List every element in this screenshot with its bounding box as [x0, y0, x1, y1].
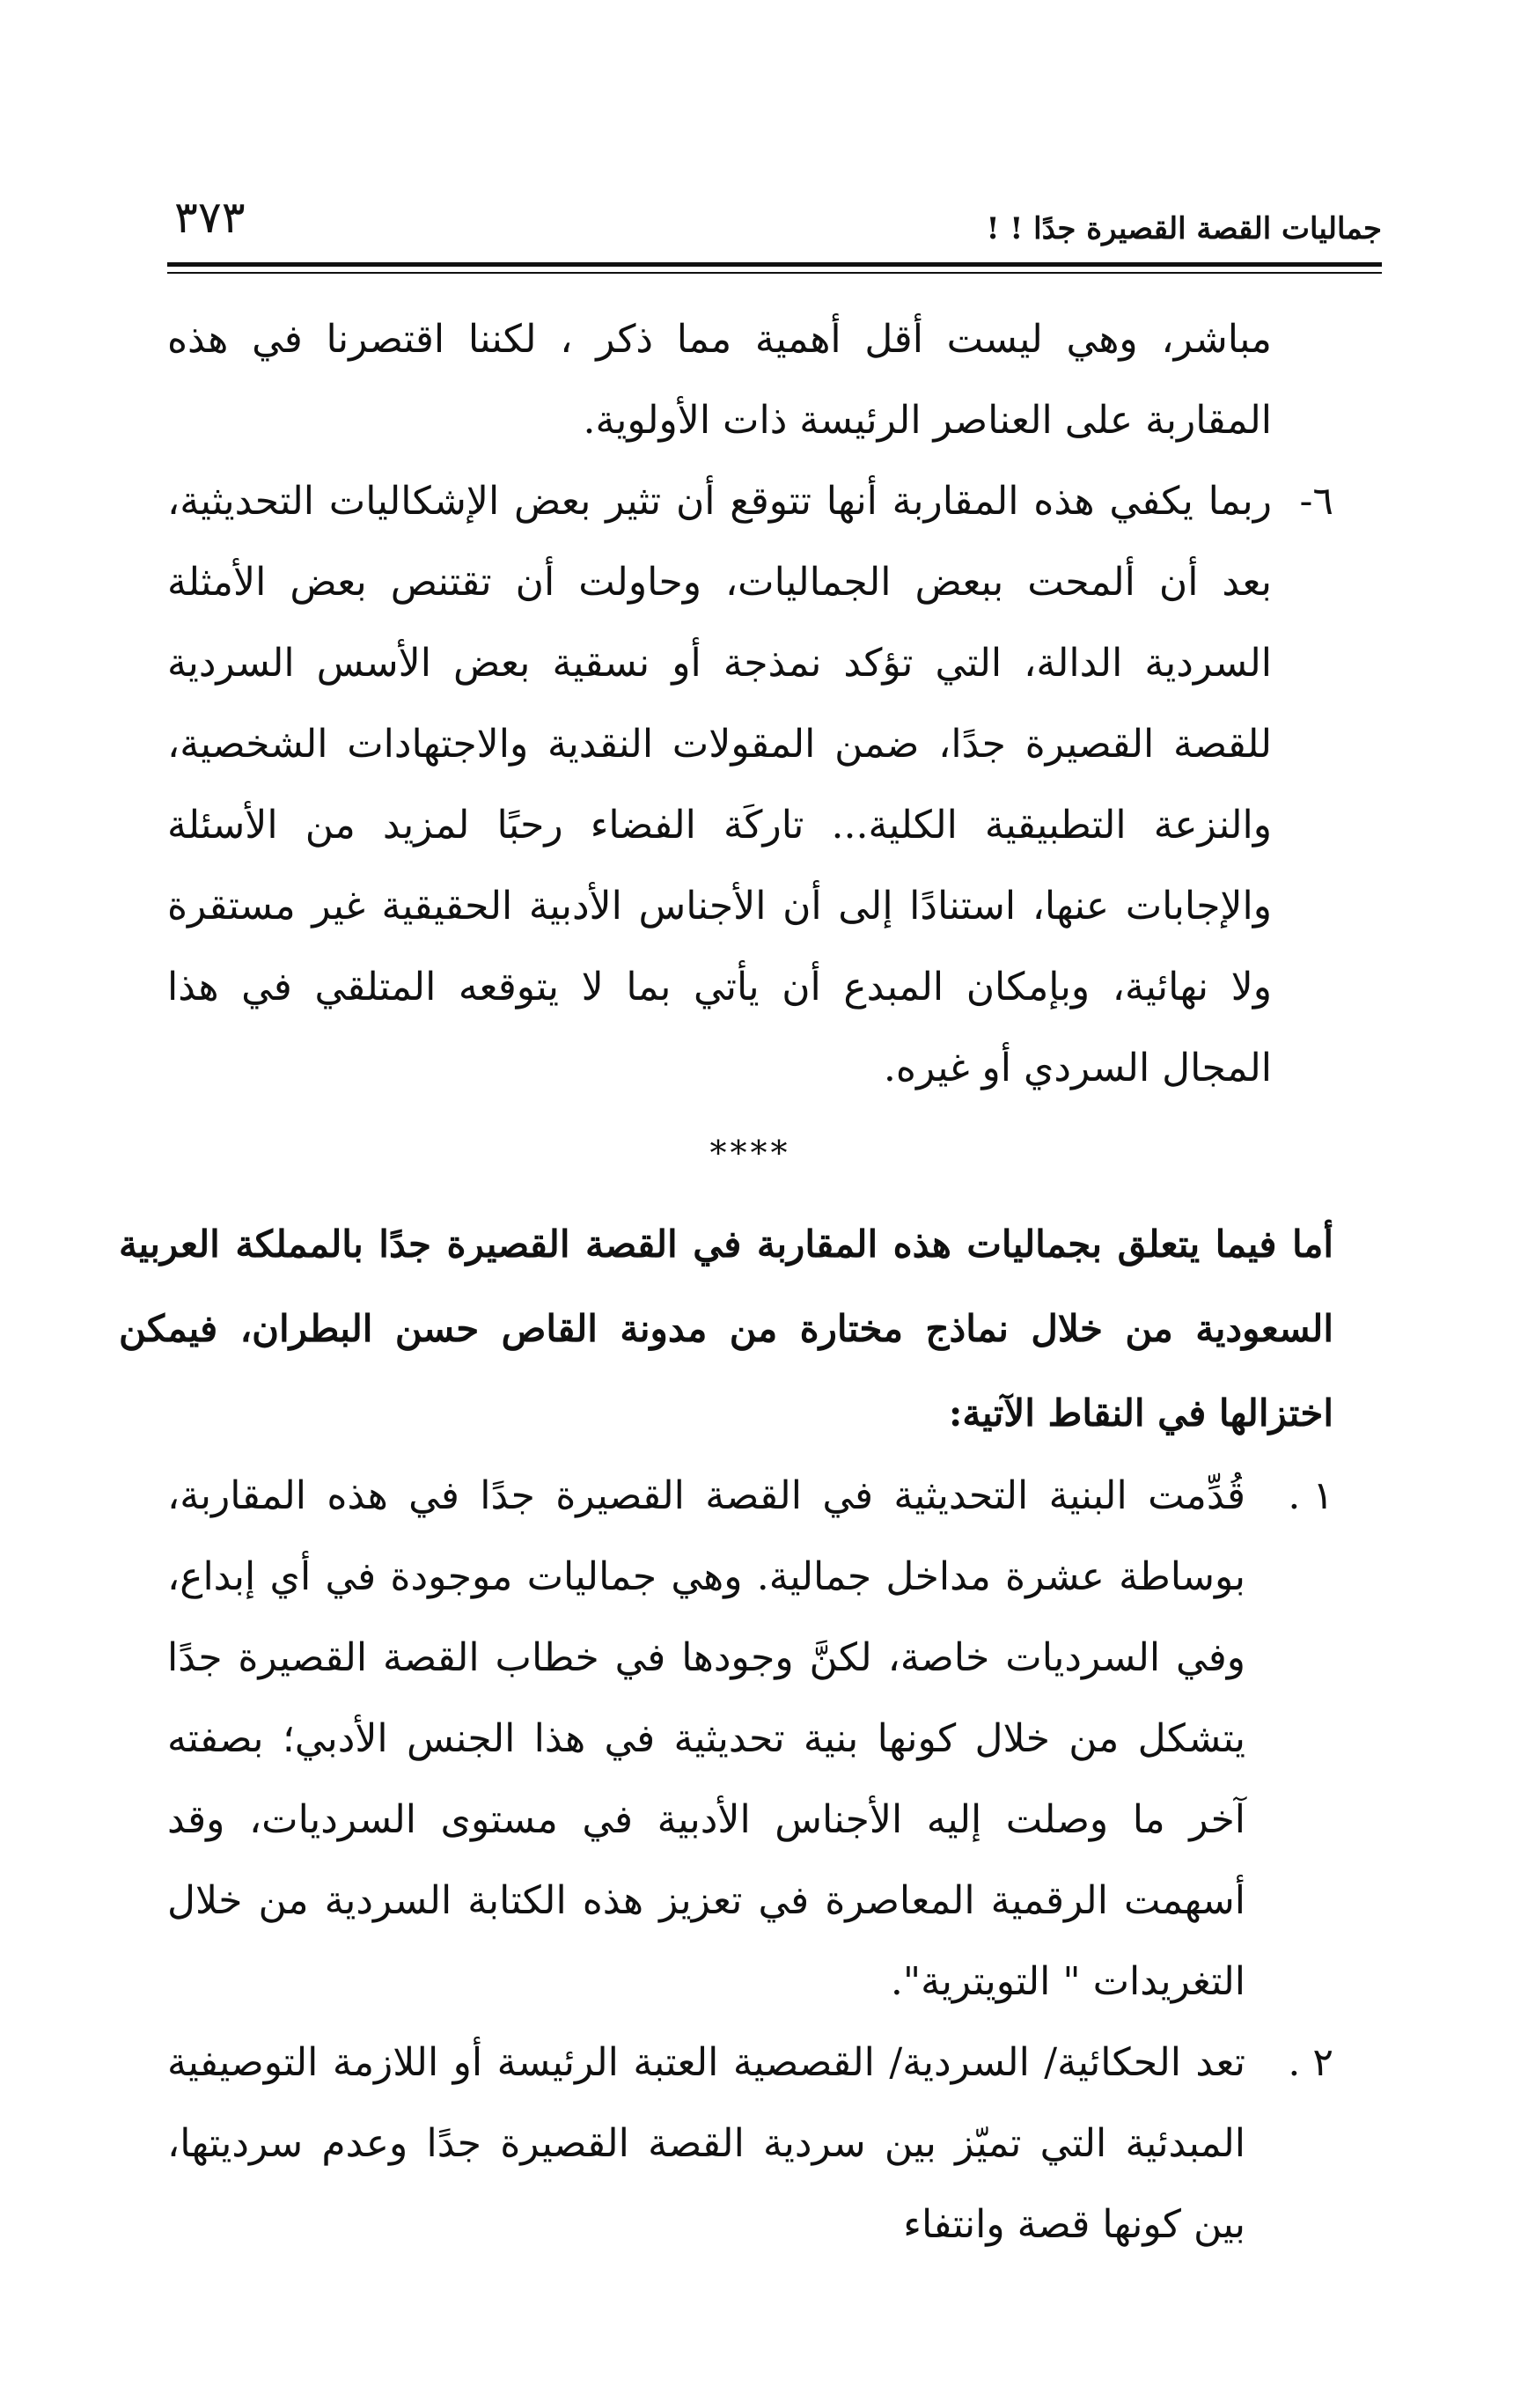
item-6-marker: ٦-: [1299, 479, 1333, 524]
header-rule-thin: [167, 272, 1382, 274]
point-2-text: تعد الحكائية/ السردية/ القصصية العتبة الرئيسة أو اللازمة التوصيفية المبدئية التي تميّز بين سردية القصة القصيرة جدًا وعدم سرديتها، بين كونها قصة وانتفاء: [167, 2040, 1245, 2247]
point-2-marker: ٢ .: [1288, 2040, 1333, 2085]
running-head-title: جماليات القصة القصيرة جدًا ! !: [986, 211, 1382, 246]
point-1-marker: ١ .: [1288, 1473, 1333, 1518]
point-2: [167, 2023, 1333, 2265]
item-6: [167, 461, 1333, 1109]
point-1: [167, 1456, 1333, 2023]
continuation-paragraph: مباشر، وهي ليست أقل أهمية مما ذكر ، لكننا اقتصرنا في هذه المقاربة على العناصر الرئيسة ذات الأولوية.: [167, 317, 1272, 443]
item-6-text: ربما يكفي هذه المقاربة أنها تتوقع أن تثير بعض الإشكاليات التحديثية، بعد أن ألمحت ببعض الجماليات، وحاولت أن تقتنص بعض الأمثلة السردية الدالة، التي تؤكد نمذجة أو نسقية بعض الأسس السردية للقصة القصيرة جدًا، ضمن المقولات النقدية والاجتهادات الشخصية، والنزعة التطبيقية الكلية... تاركَة الفضاء رحبًا لمزيد من الأسئلة والإجابات عنها، استنادًا إلى أن الأجناس الأدبية الحقيقية غير مستقرة ولا نهائية، وبإمكان المبدع أن يأتي بما لا يتوقعه المتلقي في هذا المجال السردي أو غيره.: [167, 479, 1272, 1090]
page-body: [119, 299, 1333, 2265]
item-6-paragraph: [167, 461, 1333, 1109]
running-head: [167, 185, 1382, 255]
header-rule-thick: [167, 262, 1382, 267]
point-1-text: قُدِّمت البنية التحديثية في القصة القصيرة جدًا في هذه المقاربة، بوساطة عشرة مداخل جمالية. وهي جماليات موجودة في أي إبداع، وفي السرديات خاصة، لكنَّ وجودها في خطاب القصة القصيرة جدًا يتشكل من خلال كونها بنية تحديثية في هذا الجنس الأدبي؛ بصفته آخر ما وصلت إليه الأجناس الأدبية في مستوى السرديات، وقد أسهمت الرقمية المعاصرة في تعزيز هذه الكتابة السردية من خلال التغريدات " التويترية".: [167, 1473, 1246, 2004]
point-2-paragraph: [167, 2023, 1333, 2265]
summary-intro-bold: أما فيما يتعلق بجماليات هذه المقاربة في القصة القصيرة جدًا بالمملكة العربية السعودية من خلال نماذج مختارة من مدونة القاص حسن البطران، فيمكن اختزالها في النقاط الآتية:: [119, 1222, 1333, 1435]
point-1-paragraph: [167, 1456, 1333, 2023]
page-number: ٣٧٣: [174, 192, 246, 243]
section-separator: ****: [709, 1134, 791, 1172]
